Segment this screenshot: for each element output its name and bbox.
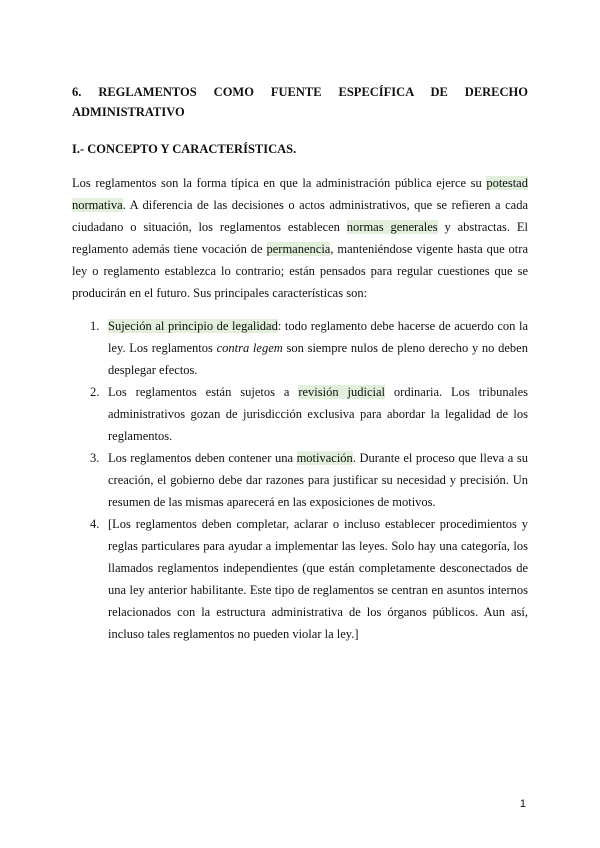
list-item-number: 3. (90, 451, 100, 465)
list-item-number: 1. (90, 319, 100, 333)
highlight-normas-generales: normas generales (346, 220, 438, 234)
list-item (72, 513, 528, 645)
highlight-permanencia: permanencia (266, 242, 331, 256)
italic-contra-legem: contra legem (216, 341, 283, 355)
highlight-sujecion-legalidad: Sujeción al principio de legalidad (108, 319, 278, 333)
intro-paragraph (72, 172, 528, 304)
list-item-text: ordinaria. Los tribunales administrativos gozan de jurisdicción exclusiva para abordar la legalidad de los reglamentos. (108, 385, 528, 443)
list-item-number: 4. (90, 517, 100, 531)
list-item-text: son siempre nulos de pleno derecho y no deben desplegar efectos. (108, 341, 528, 377)
highlight-motivacion: motivación (296, 451, 353, 465)
intro-text-4: , manteniéndose vigente hasta que otra ley o reglamento establezca lo contrario; están pensados para regular cuestiones que se producirán en el futuro. Sus principales características son: (72, 242, 528, 300)
list-item-text: Los reglamentos están sujetos a (108, 385, 299, 399)
chapter-title-line1: 6. REGLAMENTOS COMO FUENTE ESPECÍFICA DE DERECHO (72, 85, 528, 99)
highlight-potestad-normativa: potestad normativa (72, 176, 528, 212)
intro-text-2: . A diferencia de las decisiones o actos administrativos, que se refieren a cada ciudadano o situación, los reglamentos establecen (72, 198, 528, 234)
list-item-text: : todo reglamento debe hacerse de acuerdo con la ley. Los reglamentos (108, 319, 528, 355)
list-item-number: 2. (90, 385, 100, 399)
highlight-revision-judicial: revisión judicial (298, 385, 385, 399)
list-item-text: [Los reglamentos deben completar, aclarar o incluso establecer procedimientos y reglas particulares para ayudar a implementar las leyes. Solo hay una categoría, los llamados reglamentos independientes (que están completamente desconectados de una ley anterior habilitante. Este tipo de reglamentos se centran en asuntos internos relacionados con la estructura administrativa de los órganos públicos. Aun así, incluso tales reglamentos no pueden violar la ley.] (108, 517, 528, 641)
list-item (72, 447, 528, 513)
list-item-text: . Durante el proceso que lleva a su creación, el gobierno debe dar razones para justificar su necesidad y precisión. Un resumen de las mismas aparecerá en las exposiciones de motivos. (108, 451, 529, 509)
chapter-title (72, 82, 528, 122)
intro-text-1: Los reglamentos son la forma típica en que la administración pública ejerce su (72, 176, 487, 190)
list-item-text: Los reglamentos deben contener una (108, 451, 297, 465)
characteristics-list (72, 315, 528, 645)
list-item (72, 315, 528, 381)
page-number: 1 (519, 798, 526, 810)
chapter-title-line2: ADMINISTRATIVO (72, 105, 185, 119)
list-item (72, 381, 528, 447)
section-heading: I.- CONCEPTO Y CARACTERÍSTICAS. (72, 142, 297, 156)
intro-text-3: y abstractas. El reglamento además tiene vocación de (72, 220, 528, 256)
